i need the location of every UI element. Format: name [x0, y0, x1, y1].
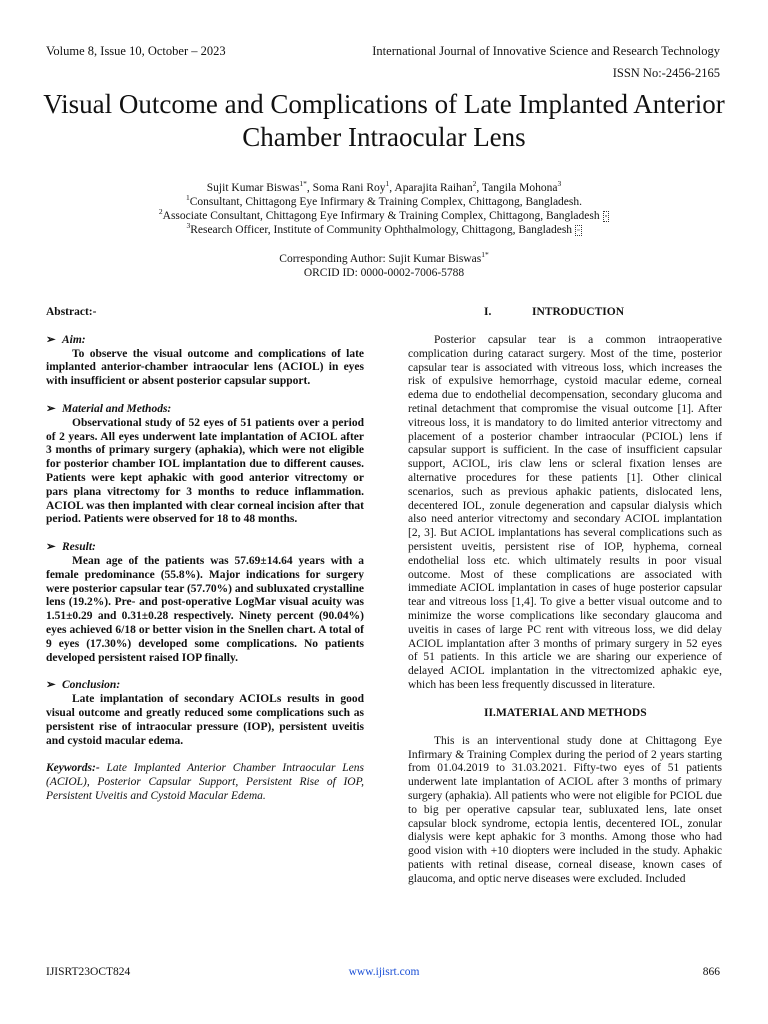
arrow-bullet-icon: ➢ [46, 333, 56, 346]
section-heading: II. MATERIAL AND METHODS [484, 706, 647, 719]
author-block [60, 181, 708, 237]
page-number: 866 [702, 966, 720, 978]
keywords: Keywords:- Late Implanted Anterior Chamber Intraocular Lens (ACIOL), Posterior Capsular Support, Persistent Rise of IOP, Persistent Uveitis and Cystoid Macular Edema. [46, 762, 364, 802]
arrow-bullet-icon: ➢ [46, 541, 56, 554]
corresponding-author: Corresponding Author: Sujit Kumar Biswas [279, 253, 482, 265]
section-heading: I. INTRODUCTION [484, 306, 625, 318]
conclusion-heading: ➢ Conclusion: [46, 679, 121, 692]
introduction-text: Posterior capsular tear is a common intraoperative complication during cataract surgery. Most of the time, posterior capsular tear is associated with vitreous loss, which increases the risk of expulsive hemorrhage, cystoid macular edeme, corneal edema due to endothelial decompensation, secondary glucoma and retinal detachment that compromise the visual outcome [1]. After vitreous loss, it is mandatory to do limited anterior vitrectomy and placement of a posterior chamber intraocular (PCIOL) lens if capsular support is sufficient. In the case of insufficient capsular support, ACIOL, iris claw lens or scleral fixation lenses are alternative procedures for these patients [1]. Other clinical scenarios, such as previous aphakic patients, dislocated lens, decentered IOL, zonule degeneration and capsular dialysis which also need anterior vitrectomy and secondary ACIOL implantation [2, 3]. But ACIOL implantations has several complications such as persistent uveitis, persistent rise of IOP, hyphema, corneal endothelial loss etc. which ultimately results in poor visual outcome. Most of these complications are associated with immediate ACIOL implantation in cases of huge posterior capsular tear and vitreous loss [1,4]. To give a better visual outcome and to minimize the worse complications like secondary glaucoma and uveitis in cases of large PC rent with vitreous loss, we did delay ACIOL implantation after 3 months of primary surgery in 52 eyes of 51 patients. In this article we are sharing our experience of delayed ACIOL implantation in the vitrectomized aphakic eye, which has been less frequently discussed in literature. [408, 334, 722, 691]
paper-title: Visual Outcome and Complications of Late Implanted Anterior Chamber Intraocular Lens [43, 89, 725, 152]
author-name: Aparajita Raihan [394, 182, 473, 194]
result-heading: ➢ Result: [46, 541, 96, 554]
author-mark: 1* [299, 179, 307, 189]
author-mark: 3 [557, 179, 562, 189]
aim-heading: ➢ Aim: [46, 333, 86, 346]
author-name: Sujit Kumar Biswas [206, 182, 300, 194]
methods-heading: ➢ Material and Methods: [46, 402, 172, 415]
arrow-bullet-icon: ➢ [46, 402, 56, 415]
affiliation: $^3$Research Officer, Institute of Community Ophthalmology, Chittagong, Bangladesh ▫ [186, 221, 580, 236]
methods-section-text: This is an interventional study done at Chittagong Eye Infirmary & Training Complex during the period of 2 years starting from 01.04.2019 to 31.03.2021. Fifty-two eyes of 51 patients underwent late implantation of ACIOL after 3 months of primary surgery (aphakia). All patients who were not eligible for PCIOL due to big per operative capsular tear, subluxated lens, late onset capsular block syndrome, ectopia lentis, decentered IOL, zonular dialysis were kept aphakic for 3 months. Among those who had good vision with +10 diopters were included in the study. Aphakic patients with retinal disease, corneal disease, known cases of glaucoma, and optic nerve diseases were excluded. Included [408, 734, 722, 885]
aim-text: To observe the visual outcome and complications of late implanted anterior-chamber intraocular lens (ACIOL) in eyes with insufficient or absent posterior capsular support. [46, 347, 364, 388]
author-line: Sujit Kumar Biswas$^{1*}$, Soma Rani Roy$^1$, Aparajita Raihan$^2$, Tangila Mohona$^3$ [206, 179, 562, 194]
orcid: ORCID ID: 0000-0002-7006-5788 [303, 267, 465, 279]
journal-volume: Volume 8, Issue 10, October – 2023 [46, 44, 226, 58]
affiliation: $^1$Consultant, Chittagong Eye Infirmary & Training Complex, Chittagong, Bangladesh. [186, 193, 582, 208]
affiliation: $^2$Associate Consultant, Chittagong Eye Infirmary & Training Complex, Chittagong, Bangladesh ▫ [158, 207, 608, 222]
missing-glyph-icon: ▫ [604, 211, 608, 220]
journal-website-link[interactable]: www.ijisrt.com [348, 966, 420, 978]
arrow-bullet-icon: ➢ [46, 679, 56, 692]
issn: ISSN No:-2456-2165 [612, 66, 720, 80]
author-name: Soma Rani Roy [312, 182, 386, 194]
journal-name: International Journal of Innovative Science and Research Technology [372, 44, 720, 58]
body-column [408, 306, 722, 886]
methods-text: Observational study of 52 eyes of 51 patients over a period of 2 years. All eyes underwent late implantation of ACIOL after 3 months of primary surgery (aphakia), which were not eligible for posterior chamber IOL implantation due to different causes. Patients were kept aphakic with good anterior vitrectomy or pars plana vitrectomy for 3 months to reduce inflammation. ACIOL was then implanted with clear corneal incision after that period. Patients were observed for 18 to 48 months. [46, 416, 364, 526]
corresponding-block: Corresponding Author: Sujit Kumar Biswas$^{1*}$ ORCID ID: 0000-0002-7006-5788 [60, 252, 708, 280]
author-mark: 1 [385, 179, 390, 189]
result-text: Mean age of the patients was 57.69±14.64 years with a female predominance (55.8%). Major indications for surgery were posterior capsular tear (57.70%) and subluxated crystalline lens (19.2%). Pre- and post-operative LogMar visual acuity was 1.51±0.29 and 0.31±0.28 respectively. Ninety percent (90.04%) eyes achieved 6/18 or better vision in the Snellen chart. A total of 9 eyes (17.30%) developed some complications. No patients developed persistent raised IOP finally. [46, 554, 364, 664]
abstract-column [46, 306, 364, 804]
abstract-label: Abstract:- [46, 306, 97, 318]
article-id: IJISRT23OCT824 [46, 966, 131, 978]
conclusion-text: Late implantation of secondary ACIOLs results in good visual outcome and greatly reduced some complications such as persistent rise of intraocular pressure (IOP), persistent uveitis and cystoid macular edema. [46, 693, 364, 747]
missing-glyph-icon: ▫ [577, 225, 580, 234]
author-name: Tangila Mohona [481, 182, 558, 194]
author-mark: 2 [472, 179, 477, 189]
